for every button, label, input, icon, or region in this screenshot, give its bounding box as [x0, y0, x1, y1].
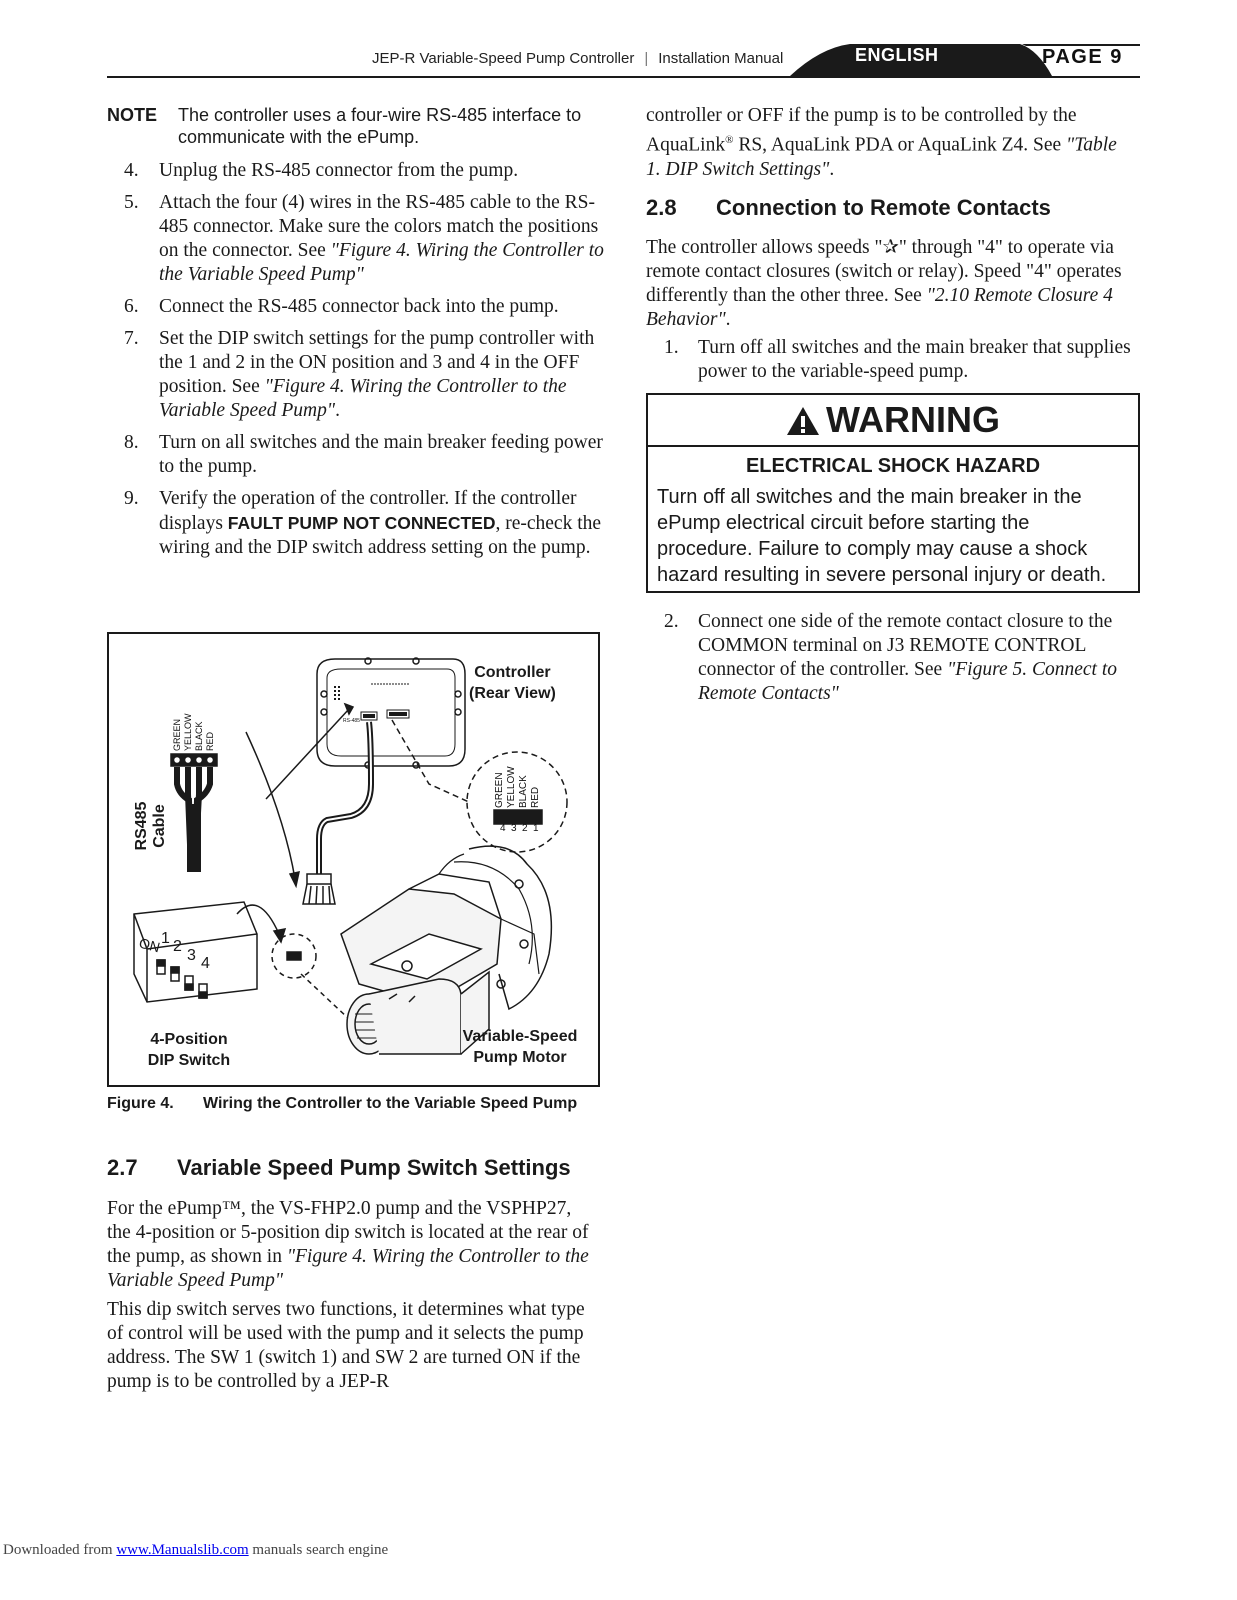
star-speed-icon: ✰	[882, 237, 899, 258]
figure-reference: "Figure 4. Wiring the Controller to the Variable Speed Pump"	[107, 1246, 589, 1291]
pump-motor-label: Variable-Speed Pump Motor	[462, 1028, 578, 1066]
pin-4: 4	[500, 823, 506, 834]
pin-3: 3	[511, 823, 517, 834]
dip-number-1: 1	[161, 930, 170, 947]
header-separator: |	[644, 50, 649, 67]
page-number: PAGE 9	[1042, 46, 1123, 68]
section-heading-2-7: 2.7 Variable Speed Pump Switch Settings	[107, 1155, 571, 1180]
download-footer: Downloaded from www.Manualslib.com manuals search engine	[3, 1542, 389, 1558]
figure-reference: "Figure 5. Connect to Remote Contacts"	[698, 659, 1118, 704]
note-text: The controller uses a four-wire RS-485 interface to communicate with the ePump.	[178, 105, 582, 147]
dip-number-4: 4	[201, 955, 210, 972]
caption-number: Figure 4.	[107, 1095, 174, 1112]
warning-header	[648, 395, 1138, 447]
wire-label-red: RED	[205, 731, 215, 751]
wire-label-yellow: YELLOW	[183, 713, 193, 751]
step-5: 5. Attach the four (4) wires in the RS-485 cable to the RS-485 connector. Make sure the colors match the positions on the connector. See "Figure 4. Wiring the Controller to the Variable Speed Pump"	[124, 192, 604, 285]
pump-motor-drawing	[341, 846, 551, 1054]
warning-body: Turn off all switches and the main breaker in the ePump electrical circuit before starting the procedure. Failure to comply may cause a shock hazard resulting in severe personal injury or death.	[657, 486, 1107, 586]
step-4: 4. Unplug the RS-485 connector from the pump.	[124, 160, 519, 181]
dip-number-3: 3	[187, 947, 196, 964]
step-8: 8. Turn on all switches and the main breaker feeding power to the pump.	[124, 432, 603, 477]
section-2-7-paragraph-1: For the ePump™, the VS-FHP2.0 pump and the VSPHP27, the 4-position or 5-position dip switch is located at the rear of the pump, as shown in "Figure 4. Wiring the Controller to the Variable Speed Pump"	[107, 1198, 589, 1291]
step-9: 9. Verify the operation of the controller. If the controller displays FAULT PUMP NOT CONNECTED, re-check the wiring and the DIP switch address setting on the pump.	[124, 488, 602, 558]
connector-zoom-circle	[467, 752, 567, 852]
fault-message: FAULT PUMP NOT CONNECTED	[227, 513, 496, 533]
remote-step-2: 2. Connect one side of the remote contact closure to the COMMON terminal on J3 REMOTE CONTROL connector of the controller. See "Figure 5. Connect to Remote Contacts"	[664, 611, 1118, 704]
running-header	[372, 50, 783, 67]
caption-text: Wiring the Controller to the Variable Speed Pump	[203, 1095, 578, 1112]
figure-reference: "Figure 4. Wiring the Controller to the Variable Speed Pump"	[159, 240, 604, 285]
zoom-wire-label-black: BLACK	[518, 775, 529, 808]
wire-label-black: BLACK	[194, 721, 204, 751]
section-2-8-paragraph: The controller allows speeds "✰" through "4" to operate via remote contact closures (switch or relay). Speed "4" operates differently than the other three. See "2.10 Remote Closure 4 Behavior".	[646, 237, 1122, 330]
warning-title: WARNING	[826, 399, 1000, 440]
section-2-7-paragraph-2: This dip switch serves two functions, it determines what type of control will be used with the pump and it selects the pump address. The SW 1 (switch 1) and SW 2 are turned ON if the pump is to be controlled by a JEP-R	[107, 1299, 585, 1392]
wiring-figure	[107, 632, 600, 1087]
remote-step-1: 1. Turn off all switches and the main breaker that supplies power to the variable-speed pump.	[664, 337, 1131, 382]
board-port-label: RS-485	[343, 718, 360, 724]
dip-on-label: ON	[137, 934, 162, 956]
figure-caption	[107, 1094, 607, 1114]
warning-subtitle: ELECTRICAL SHOCK HAZARD	[745, 455, 1041, 477]
pin-1: 1	[533, 823, 539, 834]
rs485-cable-label: RS485 Cable	[133, 801, 168, 851]
wire-label-green: GREEN	[172, 718, 182, 751]
header-rule	[107, 76, 1140, 78]
warning-triangle-icon	[786, 406, 820, 436]
step-7: 7. Set the DIP switch settings for the pump controller with the 1 and 2 in the ON position and 3 and 4 in the OFF position. See "Figure 4. Wiring the Controller to the Variable Speed Pump".	[124, 328, 595, 421]
install-steps	[107, 159, 607, 568]
controller-label: Controller (Rear View)	[469, 664, 556, 702]
pin-2: 2	[522, 823, 528, 834]
note-label: NOTE	[107, 105, 158, 125]
section-2-7-paragraph-2-continued: controller or OFF if the pump is to be controlled by the AquaLink® RS, AquaLink PDA or AquaLink Z4. See "Table 1. DIP Switch Settings".	[646, 105, 1117, 180]
language-tab: ENGLISH	[855, 45, 939, 65]
dip-number-2: 2	[173, 938, 182, 955]
zoom-wire-label-red: RED	[530, 786, 541, 808]
doc-title: JEP-R Variable-Speed Pump Controller	[372, 50, 635, 67]
doc-type: Installation Manual	[658, 50, 784, 67]
zoom-wire-label-green: GREEN	[494, 772, 505, 808]
manualslib-link[interactable]: www.Manualslib.com	[116, 1542, 249, 1558]
note	[107, 104, 607, 148]
figure-reference: "Figure 4. Wiring the Controller to the Variable Speed Pump"	[159, 376, 567, 421]
dip-switch-label: 4-Position DIP Switch	[147, 1031, 231, 1069]
step-6: 6. Connect the RS-485 connector back into the pump.	[124, 296, 559, 317]
rs485-cable-end	[171, 754, 217, 872]
zoom-wire-label-yellow: YELLOW	[506, 766, 517, 808]
section-heading-2-8: 2.8 Connection to Remote Contacts	[646, 195, 1051, 220]
section-reference: "2.10 Remote Closure 4 Behavior"	[646, 285, 1113, 330]
warning-box	[646, 393, 1140, 593]
table-reference: "Table 1. DIP Switch Settings"	[646, 134, 1117, 180]
